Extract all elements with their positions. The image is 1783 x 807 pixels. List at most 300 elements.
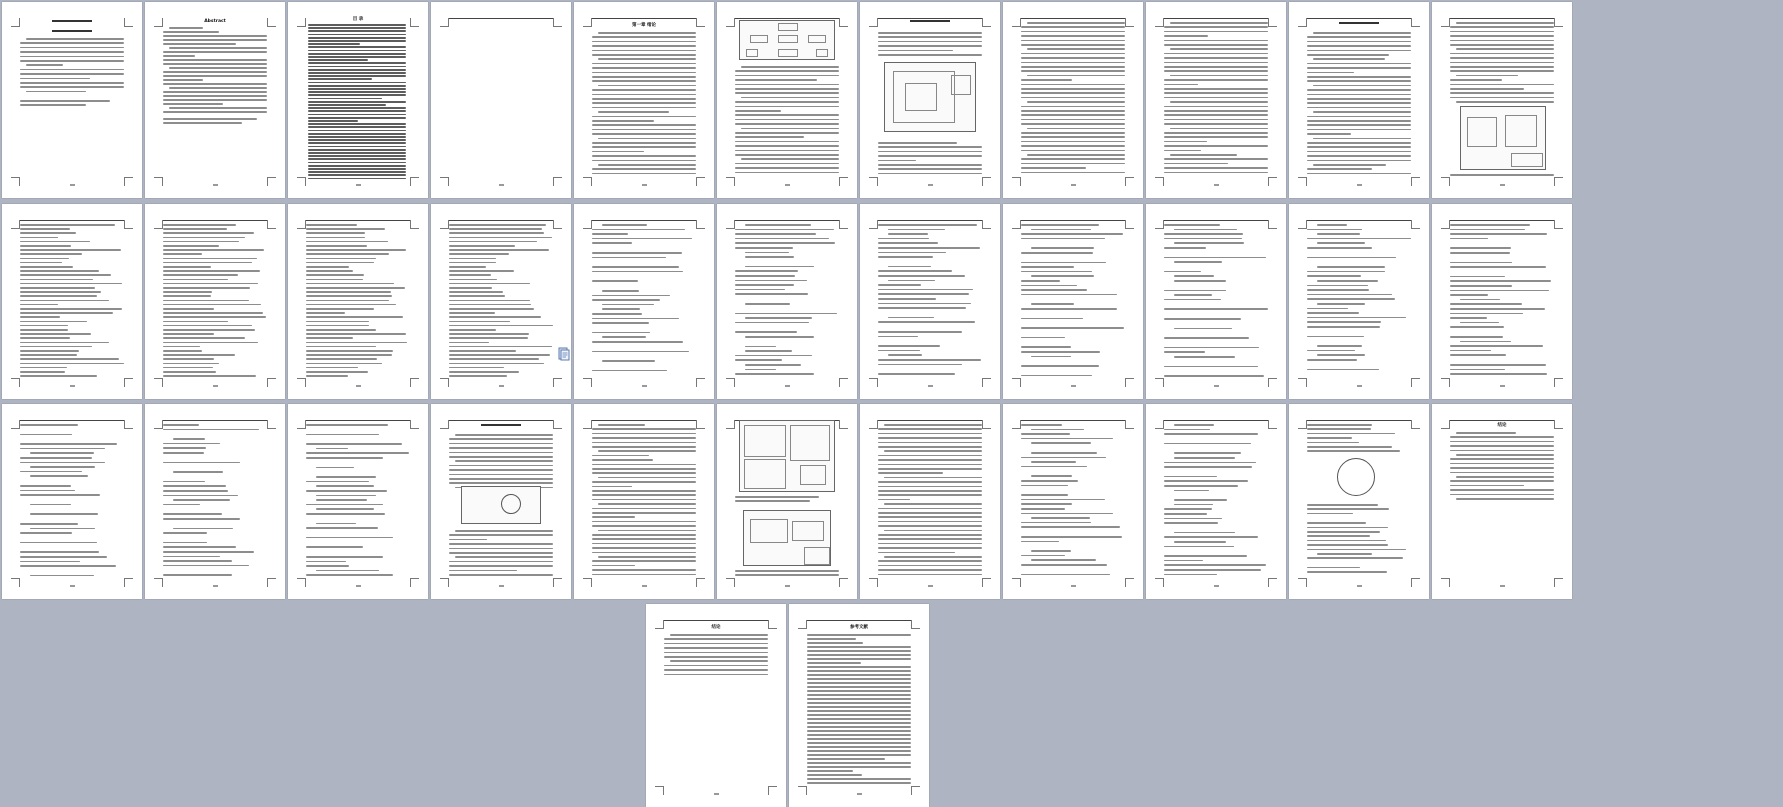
text-line <box>308 72 406 74</box>
text-line <box>163 283 258 285</box>
text-line <box>1456 454 1554 456</box>
text-line <box>592 494 696 496</box>
text-line <box>1307 326 1380 328</box>
text-line <box>1174 229 1237 231</box>
text-line <box>1450 313 1523 315</box>
text-line <box>878 525 982 527</box>
page-number-mark <box>1146 383 1286 388</box>
text-line <box>306 253 389 255</box>
text-line <box>1164 136 1268 138</box>
text-line <box>878 521 982 523</box>
text-line <box>878 303 971 305</box>
page-header-rule <box>20 420 124 421</box>
text-line <box>449 465 553 467</box>
crop-mark <box>1155 18 1164 27</box>
text-line <box>1021 522 1091 524</box>
text-line <box>1450 247 1511 249</box>
text-line <box>1164 233 1243 235</box>
text-line <box>1317 354 1365 356</box>
text-line <box>807 706 911 708</box>
text-line <box>1164 546 1234 548</box>
text-line <box>745 369 776 371</box>
document-page[interactable] <box>574 2 714 198</box>
text-line <box>807 690 911 692</box>
text-line <box>592 433 696 435</box>
page-header-rule <box>592 220 696 221</box>
page-number-mark <box>1146 182 1286 187</box>
document-page[interactable] <box>1289 404 1429 599</box>
text-line <box>1164 375 1264 377</box>
text-line <box>878 433 982 435</box>
text-line <box>888 233 928 235</box>
text-line <box>592 72 696 74</box>
text-line <box>1307 540 1386 542</box>
text-line <box>1164 462 1256 464</box>
text-line <box>163 83 267 85</box>
text-line <box>316 495 376 497</box>
text-line <box>735 101 839 103</box>
crop-mark <box>839 220 848 229</box>
document-page[interactable] <box>1289 204 1429 399</box>
text-line <box>735 123 839 125</box>
text-line <box>163 542 207 544</box>
text-line <box>449 291 503 293</box>
text-line <box>592 574 696 576</box>
crop-mark <box>1125 18 1134 27</box>
page-number-mark <box>1003 182 1143 187</box>
text-line <box>1450 364 1546 366</box>
page-header-rule <box>878 420 982 421</box>
text-line <box>308 62 406 64</box>
text-line <box>1307 168 1372 170</box>
document-page[interactable] <box>288 2 428 198</box>
document-page[interactable] <box>431 204 571 399</box>
text-line <box>20 47 124 49</box>
text-line <box>1021 163 1125 165</box>
text-line <box>1317 345 1362 347</box>
text-line <box>1164 35 1208 37</box>
text-line <box>20 69 124 71</box>
text-line <box>1456 101 1554 103</box>
text-line <box>1027 22 1125 24</box>
text-line <box>807 710 911 712</box>
text-line <box>598 85 696 87</box>
crop-mark <box>124 18 133 27</box>
text-line <box>26 64 63 66</box>
text-line <box>20 295 97 297</box>
text-line <box>807 726 911 728</box>
text-line <box>1021 346 1071 348</box>
text-line <box>1450 436 1554 438</box>
text-line <box>1450 485 1524 487</box>
text-line <box>1307 89 1411 91</box>
text-line <box>163 118 257 120</box>
text-line <box>20 78 90 80</box>
text-line <box>592 257 666 259</box>
text-line <box>807 730 911 732</box>
text-line <box>1307 308 1348 310</box>
figure <box>884 62 976 132</box>
document-page[interactable] <box>717 204 857 399</box>
text-line <box>1021 158 1125 160</box>
text-line <box>20 266 73 268</box>
text-line <box>449 358 539 360</box>
text-line <box>878 45 982 47</box>
text-line <box>449 371 519 373</box>
text-line <box>1307 433 1395 435</box>
page-number-mark <box>1289 583 1429 588</box>
text-line <box>308 162 406 164</box>
text-line <box>1164 40 1268 42</box>
text-line <box>807 754 911 756</box>
text-line <box>449 474 553 476</box>
text-line <box>878 256 933 258</box>
text-line <box>735 172 839 174</box>
text-line <box>1307 527 1388 529</box>
text-line <box>1021 53 1125 55</box>
text-line <box>1307 557 1403 559</box>
document-page[interactable] <box>574 404 714 599</box>
text-line <box>1450 441 1554 443</box>
document-page[interactable] <box>2 204 142 399</box>
text-line <box>306 312 345 314</box>
document-page[interactable] <box>646 604 786 807</box>
text-line <box>163 95 267 97</box>
page-heading: 目 录 <box>352 17 364 22</box>
text-line <box>308 46 406 48</box>
text-line <box>1164 79 1268 81</box>
text-line <box>1164 167 1268 169</box>
text-line <box>807 762 911 764</box>
page-heading: 结论 <box>1497 423 1507 428</box>
text-line <box>1450 238 1488 240</box>
text-line <box>598 424 645 426</box>
document-page[interactable] <box>789 604 929 807</box>
text-line <box>306 556 383 558</box>
text-line <box>1450 66 1554 68</box>
page-heading: Abstract <box>204 19 226 24</box>
text-line <box>1021 114 1125 116</box>
text-line <box>1307 513 1353 515</box>
text-line <box>1021 172 1125 174</box>
text-line <box>163 556 220 558</box>
page-number-mark <box>717 383 857 388</box>
document-page[interactable] <box>1432 204 1572 399</box>
document-page[interactable] <box>574 204 714 399</box>
text-line <box>308 139 406 141</box>
document-page[interactable] <box>717 2 857 198</box>
text-line <box>449 447 553 449</box>
text-line <box>1307 359 1357 361</box>
text-line <box>878 574 982 576</box>
text-line <box>449 316 541 318</box>
text-line <box>163 55 195 57</box>
crop-mark <box>982 18 991 27</box>
text-line <box>449 561 553 563</box>
text-line <box>878 275 965 277</box>
text-line <box>1450 276 1505 278</box>
text-line <box>449 565 553 567</box>
text-line <box>1307 531 1380 533</box>
text-line <box>1021 327 1124 329</box>
text-line <box>20 60 124 62</box>
document-page[interactable] <box>1432 404 1572 599</box>
text-line <box>670 660 768 662</box>
page-header-rule <box>1450 18 1554 19</box>
document-page[interactable] <box>1432 2 1572 198</box>
document-page[interactable] <box>145 404 285 599</box>
page-header-rule <box>1307 420 1411 421</box>
document-page[interactable] <box>2 2 142 198</box>
text-line <box>1021 438 1113 440</box>
text-line <box>308 155 406 157</box>
text-line <box>1170 154 1237 156</box>
text-line <box>1307 257 1396 259</box>
text-line <box>592 252 682 254</box>
text-line <box>20 542 97 544</box>
text-line <box>1307 289 1369 291</box>
text-line <box>807 698 911 700</box>
text-line <box>1307 160 1411 162</box>
text-line <box>20 462 105 464</box>
text-line <box>878 560 982 562</box>
text-line <box>306 300 389 302</box>
text-line <box>1021 308 1117 310</box>
text-line <box>878 508 982 510</box>
document-page[interactable] <box>288 404 428 599</box>
text-line <box>592 499 696 501</box>
text-line <box>1164 150 1201 152</box>
text-line <box>169 47 267 49</box>
document-page[interactable] <box>1146 404 1286 599</box>
document-page[interactable] <box>1003 204 1143 399</box>
text-line <box>878 146 982 148</box>
text-line <box>1164 247 1206 249</box>
document-page[interactable] <box>1003 2 1143 198</box>
document-page[interactable] <box>1289 2 1429 198</box>
text-line <box>807 666 911 668</box>
text-line <box>602 290 639 292</box>
text-line <box>20 565 116 567</box>
text-line <box>1317 242 1365 244</box>
crop-mark <box>726 420 735 429</box>
text-line <box>1031 229 1091 231</box>
text-line <box>163 287 250 289</box>
text-line <box>807 694 911 696</box>
text-line <box>592 351 689 353</box>
text-line <box>598 530 696 532</box>
text-line <box>163 249 264 251</box>
text-line <box>878 565 982 567</box>
page-number-mark <box>431 182 571 187</box>
document-page[interactable] <box>1146 2 1286 198</box>
text-line <box>163 424 199 426</box>
text-line <box>1450 35 1554 37</box>
page-navigator-icon[interactable] <box>557 347 571 361</box>
text-line <box>306 371 368 373</box>
text-line <box>745 266 814 268</box>
text-line <box>735 570 839 572</box>
text-line <box>449 258 496 260</box>
document-page[interactable] <box>860 2 1000 198</box>
text-line <box>30 452 94 454</box>
text-line <box>598 556 696 558</box>
text-line <box>735 238 829 240</box>
crop-mark <box>1411 420 1420 429</box>
text-line <box>1307 151 1411 153</box>
text-line <box>308 174 406 176</box>
text-line <box>1450 285 1512 287</box>
text-line <box>449 469 553 471</box>
text-line <box>664 643 768 645</box>
text-line <box>735 114 839 116</box>
text-line <box>1450 57 1554 59</box>
text-line <box>1164 62 1268 64</box>
document-page[interactable] <box>431 2 571 198</box>
text-line <box>163 574 232 576</box>
text-line <box>884 556 982 558</box>
text-line <box>163 495 238 497</box>
document-page[interactable] <box>860 204 1000 399</box>
text-line <box>592 472 696 474</box>
document-page[interactable] <box>1003 404 1143 599</box>
text-line <box>163 232 254 234</box>
text-line <box>163 560 232 562</box>
text-line <box>592 516 635 518</box>
text-line <box>592 313 642 315</box>
text-line <box>1021 141 1125 143</box>
text-line <box>1307 247 1372 249</box>
text-line <box>602 360 655 362</box>
document-page[interactable] <box>860 404 1000 599</box>
text-line <box>1307 155 1411 157</box>
crop-mark <box>297 220 306 229</box>
text-line <box>449 539 487 541</box>
text-line <box>173 499 230 501</box>
text-line <box>878 298 936 300</box>
text-line <box>1456 22 1554 24</box>
text-line <box>888 280 935 282</box>
text-line <box>306 358 377 360</box>
document-page[interactable] <box>288 204 428 399</box>
text-line <box>163 241 239 243</box>
text-line <box>306 537 393 539</box>
page-number-mark <box>574 583 714 588</box>
text-line <box>449 262 496 264</box>
document-page[interactable] <box>145 2 285 198</box>
text-line <box>664 638 768 640</box>
page-header-rule <box>1450 220 1554 221</box>
text-line <box>735 79 817 81</box>
text-line <box>1164 513 1207 515</box>
text-line <box>1307 446 1392 448</box>
text-line <box>1450 88 1524 90</box>
text-line <box>592 322 649 324</box>
text-line <box>449 308 534 310</box>
document-page[interactable] <box>1146 204 1286 399</box>
text-line <box>1164 443 1251 445</box>
text-line <box>316 570 379 572</box>
document-page[interactable] <box>717 404 857 599</box>
text-line <box>449 274 491 276</box>
text-line <box>308 75 406 77</box>
text-line <box>807 774 862 776</box>
text-line <box>1307 424 1372 426</box>
text-line <box>306 232 365 234</box>
text-line <box>807 778 911 780</box>
text-line <box>735 284 794 286</box>
text-line <box>1307 275 1361 277</box>
text-line <box>1307 442 1359 444</box>
document-page[interactable] <box>431 404 571 599</box>
text-line <box>1307 36 1411 38</box>
page-header-rule <box>735 18 839 19</box>
text-line <box>163 447 206 449</box>
text-line <box>878 494 982 496</box>
text-line <box>592 525 696 527</box>
text-line <box>163 75 267 77</box>
text-line <box>598 138 696 140</box>
text-line <box>1307 350 1355 352</box>
page-header-rule <box>807 620 911 621</box>
text-line <box>1164 163 1228 165</box>
text-line <box>1307 67 1411 69</box>
text-line <box>1021 337 1065 339</box>
text-line <box>449 224 546 226</box>
text-line <box>306 481 369 483</box>
text-line <box>1174 532 1235 534</box>
text-line <box>592 151 644 153</box>
text-line <box>308 85 406 87</box>
page-header-rule <box>1450 420 1554 421</box>
text-line <box>878 490 982 492</box>
text-line <box>807 650 911 652</box>
text-line <box>592 538 696 540</box>
page-header-rule <box>306 220 410 221</box>
text-line <box>163 224 236 226</box>
page-header-rule <box>592 18 696 19</box>
text-line <box>592 116 696 118</box>
text-line <box>1021 433 1070 435</box>
text-line <box>306 241 388 243</box>
text-line <box>20 249 121 251</box>
text-line <box>455 530 553 532</box>
page-header-rule <box>1307 18 1411 19</box>
text-line <box>163 342 258 344</box>
text-line <box>592 490 696 492</box>
text-line <box>1450 467 1554 469</box>
text-line <box>1031 429 1084 431</box>
document-page[interactable] <box>145 204 285 399</box>
text-line <box>1450 224 1530 226</box>
text-line <box>592 543 696 545</box>
text-line <box>878 486 982 488</box>
text-line <box>1164 518 1222 520</box>
text-line <box>1164 114 1268 116</box>
text-line <box>1021 224 1099 226</box>
text-line <box>306 270 353 272</box>
text-line <box>878 472 943 474</box>
text-line <box>163 91 267 93</box>
text-line <box>308 94 406 96</box>
text-line <box>878 41 982 43</box>
text-line <box>878 442 982 444</box>
document-page[interactable] <box>2 404 142 599</box>
text-line <box>1450 53 1554 55</box>
text-line <box>306 291 391 293</box>
page-number-mark <box>1432 182 1572 187</box>
text-line <box>1021 84 1125 86</box>
